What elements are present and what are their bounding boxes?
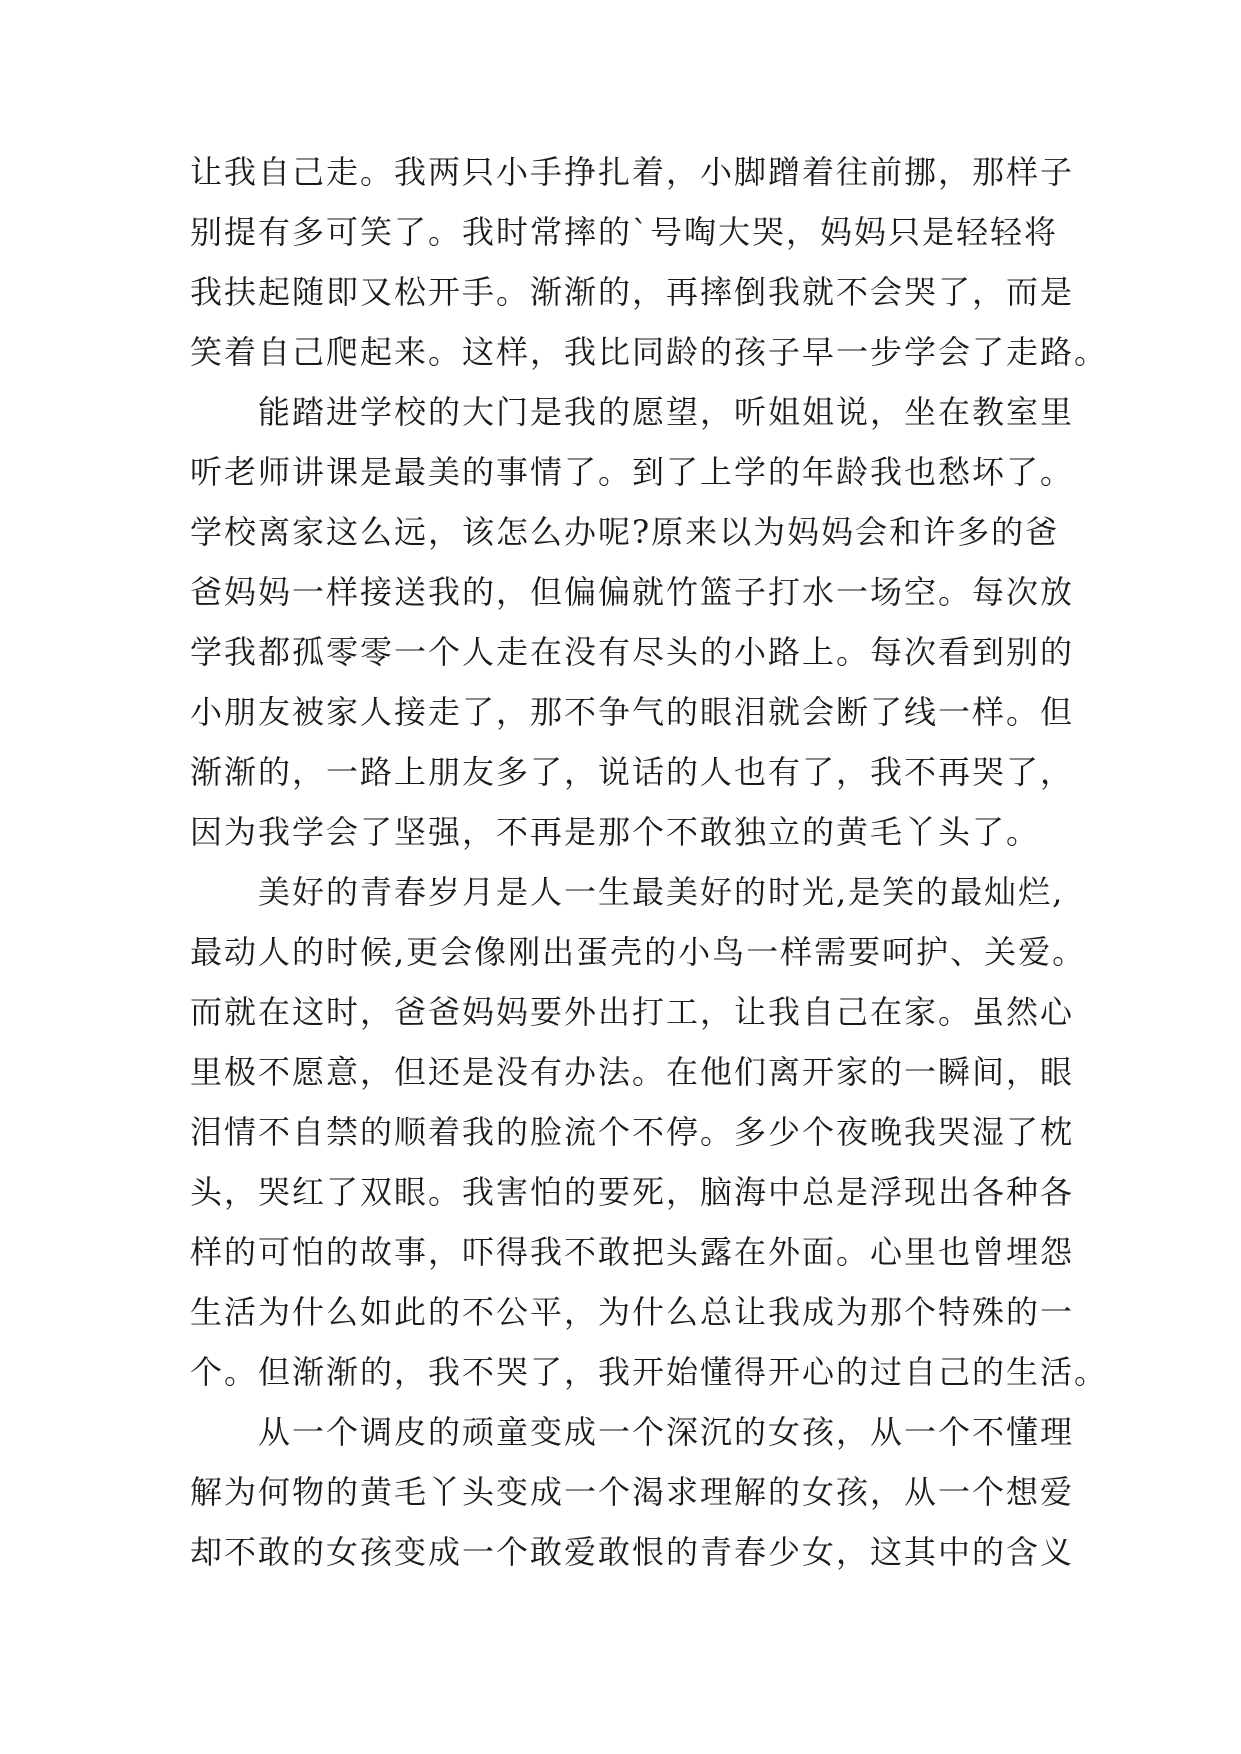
text-line: 最动人的时候,更会像刚出蛋壳的小鸟一样需要呵护、关爱。 — [190, 933, 1087, 971]
text-line: 却不敢的女孩变成一个敢爱敢恨的青春少女，这其中的含义 — [190, 1533, 1075, 1571]
text-line: 美好的青春岁月是人一生最美好的时光,是笑的最灿烂, — [190, 873, 1065, 911]
text-line: 渐渐的，一路上朋友多了，说话的人也有了，我不再哭了， — [190, 753, 1075, 791]
text-line: 而就在这时，爸爸妈妈要外出打工，让我自己在家。虽然心 — [190, 993, 1075, 1031]
text-line: 学校离家这么远，该怎么办呢?原来以为妈妈会和许多的爸 — [190, 513, 1060, 551]
text-line: 我扶起随即又松开手。渐渐的，再摔倒我就不会哭了，而是 — [190, 273, 1075, 311]
text-line: 头，哭红了双眼。我害怕的要死，脑海中总是浮现出各种各 — [190, 1173, 1075, 1211]
text-line: 笑着自己爬起来。这样，我比同龄的孩子早一步学会了走路。 — [190, 333, 1109, 371]
text-line: 样的可怕的故事，吓得我不敢把头露在外面。心里也曾埋怨 — [190, 1233, 1075, 1271]
text-line: 能踏进学校的大门是我的愿望，听姐姐说，坐在教室里 — [190, 393, 1075, 431]
body-text — [190, 142, 1109, 1582]
text-line: 生活为什么如此的不公平，为什么总让我成为那个特殊的一 — [190, 1293, 1075, 1331]
text-line: 从一个调皮的顽童变成一个深沉的女孩，从一个不懂理 — [190, 1413, 1075, 1451]
text-line: 学我都孤零零一个人走在没有尽头的小路上。每次看到别的 — [190, 633, 1075, 671]
text-line: 解为何物的黄毛丫头变成一个渴求理解的女孩，从一个想爱 — [190, 1473, 1075, 1511]
text-line: 听老师讲课是最美的事情了。到了上学的年龄我也愁坏了。 — [190, 453, 1075, 491]
text-line: 泪情不自禁的顺着我的脸流个不停。多少个夜晚我哭湿了枕 — [190, 1113, 1075, 1151]
text-line: 个。但渐渐的，我不哭了，我开始懂得开心的过自己的生活。 — [190, 1353, 1109, 1391]
text-line: 爸妈妈一样接送我的，但偏偏就竹篮子打水一场空。每次放 — [190, 573, 1075, 611]
text-line: 让我自己走。我两只小手挣扎着，小脚蹭着往前挪，那样子 — [190, 153, 1075, 191]
text-line: 别提有多可笑了。我时常摔的`号啕大哭，妈妈只是轻轻将 — [190, 213, 1059, 251]
text-line: 小朋友被家人接走了，那不争气的眼泪就会断了线一样。但 — [190, 693, 1075, 731]
text-line: 因为我学会了坚强，不再是那个不敢独立的黄毛丫头了。 — [190, 813, 1041, 851]
text-line: 里极不愿意，但还是没有办法。在他们离开家的一瞬间，眼 — [190, 1053, 1075, 1091]
